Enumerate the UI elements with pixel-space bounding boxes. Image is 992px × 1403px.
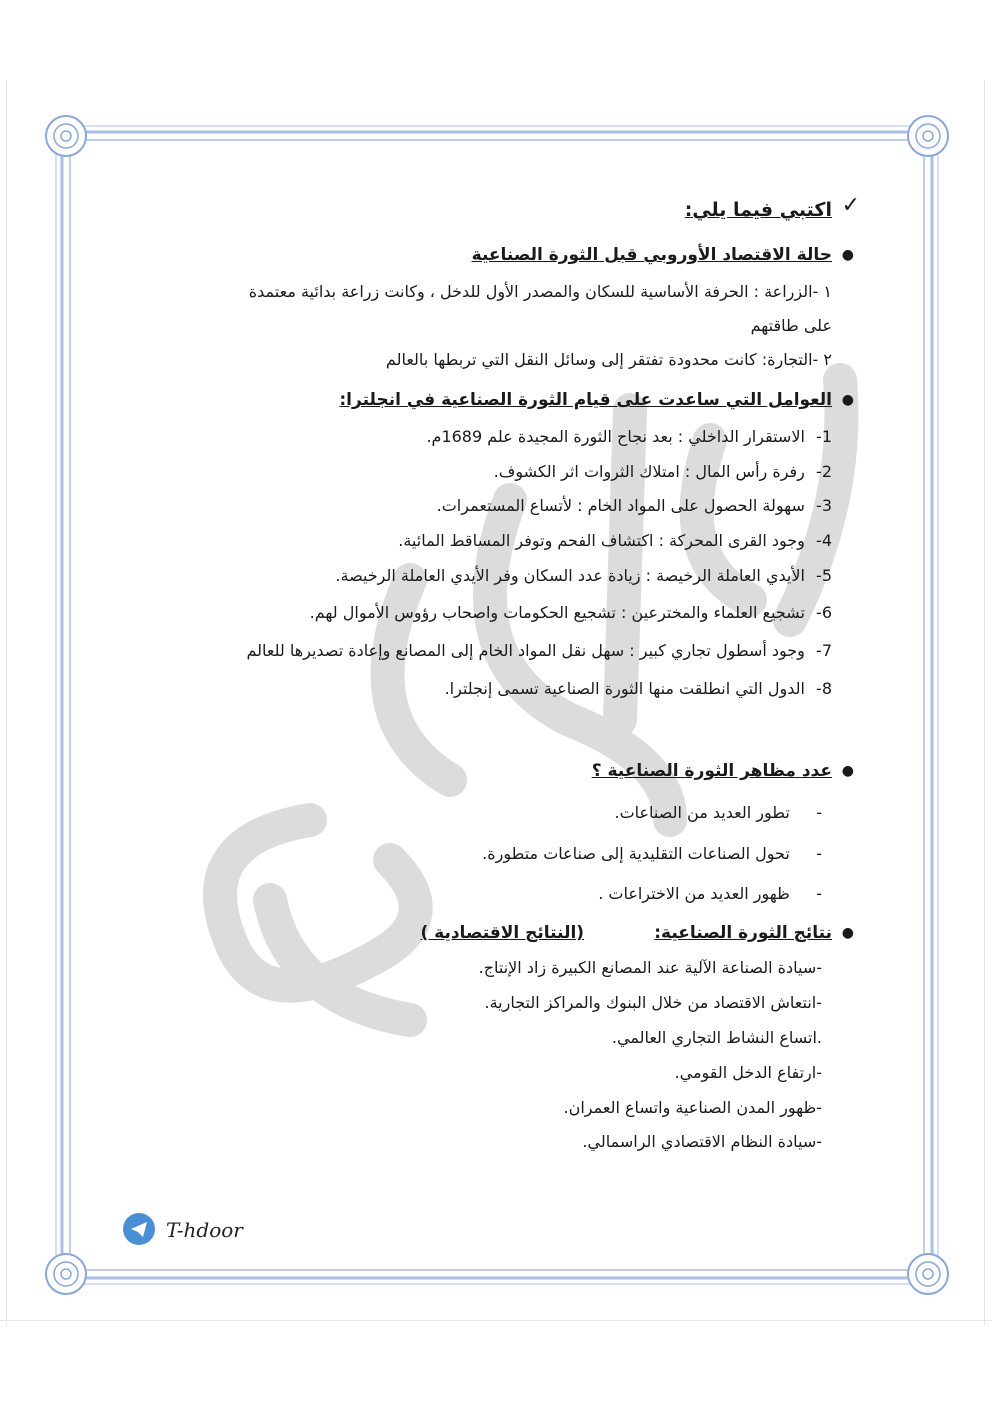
- list-item: 8- الدول التي انطلقت منها الثورة الصناعية تسمى إنجلترا.: [444, 679, 832, 698]
- paragraph-line: ١ -الزراعة : الحرفة الأساسية للسكان والمصدر الأول للدخل ، وكانت زراعة بدائية معتمدة: [248, 282, 832, 301]
- list-item: 7- وجود أسطول تجاري كبير : سهل نقل المواد الخام إلى المصانع وإعادة تصديرها للعالم: [246, 641, 832, 660]
- paragraph-line: ٢ -التجارة: كانت محدودة تفتقر إلى وسائل النقل التي تربطها بالعالم: [385, 350, 832, 369]
- list-item: - تحول الصناعات التقليدية إلى صناعات متطورة.: [482, 844, 822, 863]
- section-heading: ● نتائج الثورة الصناعية: (النتائج الاقتصادية ): [420, 923, 854, 943]
- page-edge-right: [984, 80, 985, 1325]
- list-item: 3- سهولة الحصول على المواد الخام : لأتساع المستعمرات.: [436, 496, 832, 515]
- section-heading: ● عدد مظاهر الثورة الصناعية ؟: [591, 761, 854, 781]
- page-title: اكتبي فيما يلي:: [684, 199, 832, 221]
- logo: [120, 1210, 260, 1250]
- section-heading: ● العوامل التي ساعدت على قيام الثورة الصناعية في انجلترا:: [339, 390, 854, 410]
- bullet-icon: ●: [841, 763, 854, 779]
- heading-extra: (النتائج الاقتصادية ): [420, 923, 585, 943]
- page-edge-bottom: [0, 1320, 992, 1321]
- bullet-icon: ●: [841, 392, 854, 408]
- list-item: -ارتفاع الدخل القومي.: [674, 1063, 822, 1082]
- page-edge-left: [6, 80, 7, 1325]
- list-item: -سيادة النظام الاقتصادي الراسمالي.: [582, 1132, 822, 1151]
- calligraphy-watermark: [150, 300, 900, 1100]
- list-item: 2- رفرة رأس المال : امتلاك الثروات اثر الكشوف.: [493, 462, 832, 481]
- check-icon: ✓: [841, 193, 860, 218]
- paragraph-line: على طاقتهم: [750, 316, 832, 335]
- logo-text: T-hdoor: [166, 1218, 243, 1242]
- list-item: 6- تشجيع العلماء والمخترعين : تشجيع الحكومات واصحاب رؤوس الأموال لهم.: [309, 603, 832, 622]
- list-item: .اتساع النشاط التجاري العالمي.: [611, 1028, 822, 1047]
- list-item: 1- الاستقرار الداخلي : بعد نجاح الثورة المجيدة علم 1689م.: [426, 427, 832, 446]
- list-item: 5- الأيدي العاملة الرخيصة : زيادة عدد السكان وفر الأيدي العاملة الرخيصة.: [335, 566, 832, 585]
- list-item: -انتعاش الاقتصاد من خلال البنوك والمراكز التجارية.: [484, 993, 822, 1012]
- bullet-icon: ●: [841, 247, 854, 263]
- telegram-icon: [123, 1213, 155, 1245]
- title-line: [684, 193, 860, 221]
- list-item: -ظهور المدن الصناعية واتساع العمران.: [563, 1098, 822, 1117]
- section-heading: ● حالة الاقتصاد الأوروبي قبل الثورة الصناعية: [471, 245, 854, 265]
- list-item: -سيادة الصناعة الآلية عند المصانع الكبيرة زاد الإنتاج.: [478, 958, 822, 977]
- list-item: 4- وجود القرى المحركة : اكتشاف الفحم وتوفر المساقط المائية.: [398, 531, 832, 550]
- bullet-icon: ●: [841, 925, 854, 941]
- list-item: - ظهور العديد من الاختراعات .: [598, 884, 822, 903]
- list-item: - تطور العديد من الصناعات.: [614, 803, 822, 822]
